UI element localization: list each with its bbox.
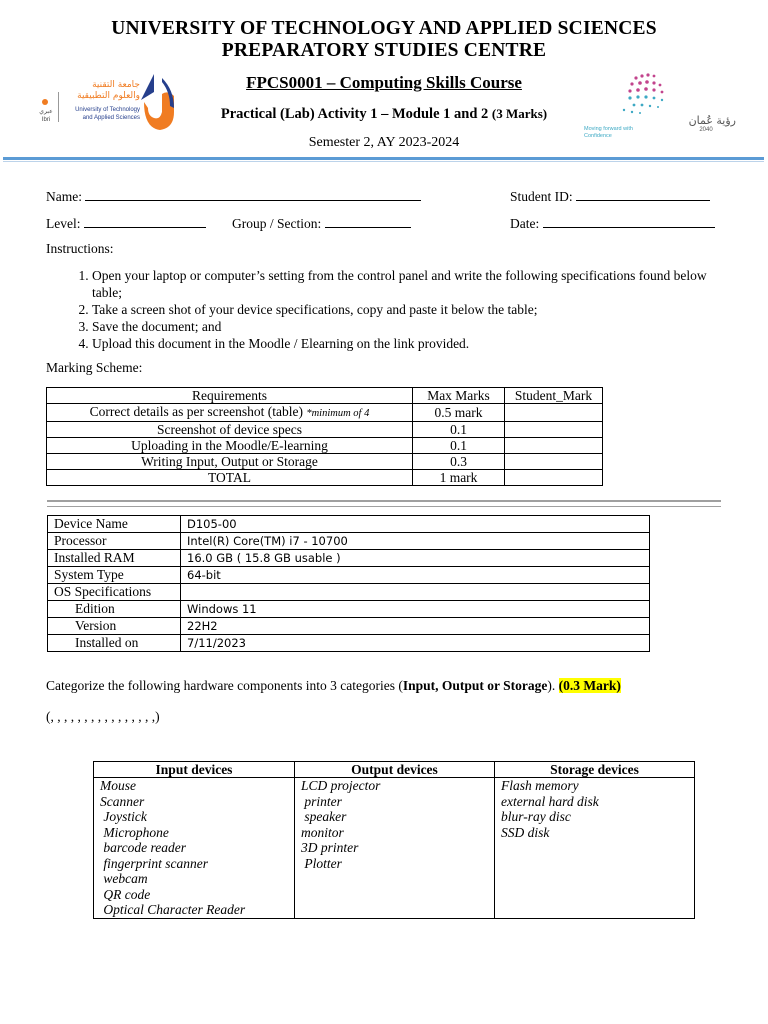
- spec-label: Device Name: [48, 516, 181, 533]
- table-row: [48, 516, 650, 533]
- categorize-mark-badge: (0.3 Mark): [558, 678, 621, 693]
- date-field[interactable]: [510, 215, 715, 232]
- instruction-item: 4. Upload this document in the Moodle / Elearning on the link provided.: [92, 335, 710, 352]
- hardware-categories-table: [93, 761, 695, 919]
- input-devices-cell[interactable]: [94, 778, 295, 919]
- spec-value[interactable]: Intel(R) Core(TM) i7 - 10700: [181, 533, 650, 550]
- column-header: Input devices: [94, 762, 295, 778]
- max-mark-cell: 1 mark: [413, 470, 505, 486]
- instructions-heading: Instructions:: [46, 241, 114, 256]
- list-item: monitor: [301, 824, 344, 840]
- spec-value[interactable]: Windows 11: [181, 601, 650, 618]
- spec-label: Installed RAM: [48, 550, 181, 567]
- spec-label: Edition: [48, 601, 181, 618]
- activity-label: Practical (Lab) Activity 1 – Module 1 and 2: [220, 106, 489, 122]
- output-devices-cell[interactable]: [295, 778, 495, 919]
- group-field[interactable]: [232, 215, 411, 232]
- spec-value[interactable]: D105-00: [181, 516, 650, 533]
- logo-arabic-name: جامعة التقنية والعلوم التطبيقية: [77, 80, 140, 101]
- marking-scheme-table: [46, 387, 603, 486]
- header-divider: [3, 157, 764, 160]
- name-field[interactable]: [46, 188, 421, 205]
- spec-label: Processor: [48, 533, 181, 550]
- student-mark-cell[interactable]: [505, 470, 603, 486]
- table-row: [48, 533, 650, 550]
- list-item: Mouse: [100, 778, 136, 793]
- level-blank[interactable]: [84, 215, 206, 228]
- table-row: [48, 635, 650, 652]
- instructions-list: [46, 267, 710, 352]
- date-blank[interactable]: [543, 215, 715, 228]
- list-item: Optical Character Reader: [100, 902, 246, 917]
- table-row: [47, 454, 603, 470]
- section-divider: [47, 500, 721, 507]
- list-item: Scanner: [100, 793, 145, 809]
- spec-label: Installed on: [48, 635, 181, 652]
- column-header: Requirements: [47, 388, 413, 404]
- name-label: Name:: [46, 189, 82, 204]
- oman-vision-logo: [584, 66, 736, 142]
- instruction-item: 2. Take a screen shot of your device specifications, copy and paste it below the table;: [92, 301, 710, 318]
- centre-title: PREPARATORY STUDIES CENTRE: [221, 40, 547, 61]
- categorize-bold: Input, Output or Storage: [402, 678, 548, 693]
- university-logo: [36, 72, 186, 138]
- header-divider-shadow: [3, 161, 764, 162]
- column-header: Output devices: [295, 762, 495, 778]
- list-item: speaker: [301, 809, 347, 824]
- list-item: barcode reader: [100, 840, 186, 855]
- spec-label: OS Specifications: [48, 584, 181, 601]
- student-mark-cell[interactable]: [505, 422, 603, 438]
- student-id-label: Student ID:: [510, 189, 573, 204]
- requirement-cell: Writing Input, Output or Storage: [47, 454, 413, 470]
- list-item: webcam: [100, 871, 148, 886]
- list-item: Plotter: [301, 855, 342, 871]
- course-title: FPCS0001 – Computing Skills Course: [246, 73, 522, 92]
- group-blank[interactable]: [325, 215, 411, 228]
- table-header-row: [94, 762, 695, 778]
- max-mark-cell: 0.3: [413, 454, 505, 470]
- list-item: Microphone: [100, 824, 169, 840]
- storage-devices-cell[interactable]: [495, 778, 695, 919]
- table-row-total: [47, 470, 603, 486]
- logo-branch: عبري Ibri: [39, 109, 53, 123]
- categorize-instruction: Categorize the following hardware components into 3 categories (Input, Output or Storage). (0.3 Mark): [46, 678, 621, 693]
- activity-marks: (3 Marks): [491, 106, 548, 121]
- table-row: [48, 567, 650, 584]
- group-label: Group / Section:: [232, 216, 322, 231]
- table-row: [47, 438, 603, 454]
- list-item: 3D printer: [301, 840, 359, 855]
- table-header-row: [47, 388, 603, 404]
- level-field[interactable]: [46, 215, 206, 232]
- requirement-cell: Screenshot of device specs: [47, 422, 413, 438]
- list-item: Flash memory: [501, 778, 579, 793]
- logo-english-name: University of Technology and Applied Sciences: [75, 107, 140, 121]
- student-id-field[interactable]: [510, 188, 710, 205]
- components-list: (, , , , , , , , , , , , , , , ,): [46, 709, 160, 724]
- requirement-note: *minimum of 4: [306, 408, 370, 419]
- max-mark-cell: 0.1: [413, 422, 505, 438]
- spec-value[interactable]: 16.0 GB ( 15.8 GB usable ): [181, 550, 650, 567]
- table-row: [48, 601, 650, 618]
- column-header: Max Marks: [413, 388, 505, 404]
- instruction-item: 3. Save the document; and: [92, 318, 710, 335]
- table-row: [47, 404, 603, 422]
- semester: Semester 2, AY 2023-2024: [308, 135, 460, 150]
- requirement-cell: Correct details as per screenshot (table) *minimum of 4: [47, 404, 413, 422]
- instruction-item: 1. Open your laptop or computer’s setting from the control panel and write the following specifications found below table;: [92, 267, 710, 301]
- column-header: Storage devices: [495, 762, 695, 778]
- student-id-blank[interactable]: [576, 188, 710, 201]
- requirement-cell: Uploading in the Moodle/E-learning: [47, 438, 413, 454]
- university-title: UNIVERSITY OF TECHNOLOGY AND APPLIED SCIENCES: [111, 18, 657, 39]
- spec-value[interactable]: 64-bit: [181, 567, 650, 584]
- table-row: [48, 618, 650, 635]
- level-label: Level:: [46, 216, 81, 231]
- device-specs-table: [47, 515, 650, 652]
- spec-value[interactable]: 7/11/2023: [181, 635, 650, 652]
- table-row: [48, 584, 650, 601]
- table-row: [94, 778, 695, 919]
- list-item: external hard disk: [501, 793, 599, 809]
- table-row: [48, 550, 650, 567]
- student-mark-cell[interactable]: [505, 454, 603, 470]
- vision-arabic: رؤية عُمان: [688, 114, 736, 127]
- marking-scheme-heading: Marking Scheme:: [46, 360, 143, 375]
- student-mark-cell[interactable]: [505, 404, 603, 422]
- max-mark-cell: 0.1: [413, 438, 505, 454]
- spec-value[interactable]: 22H2: [181, 618, 650, 635]
- vision-year: 2040: [699, 127, 713, 133]
- student-mark-cell[interactable]: [505, 438, 603, 454]
- list-item: QR code: [100, 886, 151, 902]
- requirement-cell: TOTAL: [47, 470, 413, 486]
- name-blank[interactable]: [85, 188, 421, 201]
- list-item: SSD disk: [501, 824, 550, 840]
- spec-label: System Type: [48, 567, 181, 584]
- vision-tagline: Moving forward with Confidence: [584, 126, 633, 139]
- spec-value[interactable]: [181, 584, 650, 601]
- list-item: Joystick: [100, 809, 147, 824]
- list-item: fingerprint scanner: [100, 855, 208, 871]
- table-row: [47, 422, 603, 438]
- spec-label: Version: [48, 618, 181, 635]
- list-item: blur-ray disc: [501, 809, 571, 824]
- date-label: Date:: [510, 216, 540, 231]
- list-item: printer: [301, 793, 342, 809]
- max-mark-cell: 0.5 mark: [413, 404, 505, 422]
- column-header: Student_Mark: [505, 388, 603, 404]
- list-item: LCD projector: [301, 778, 381, 793]
